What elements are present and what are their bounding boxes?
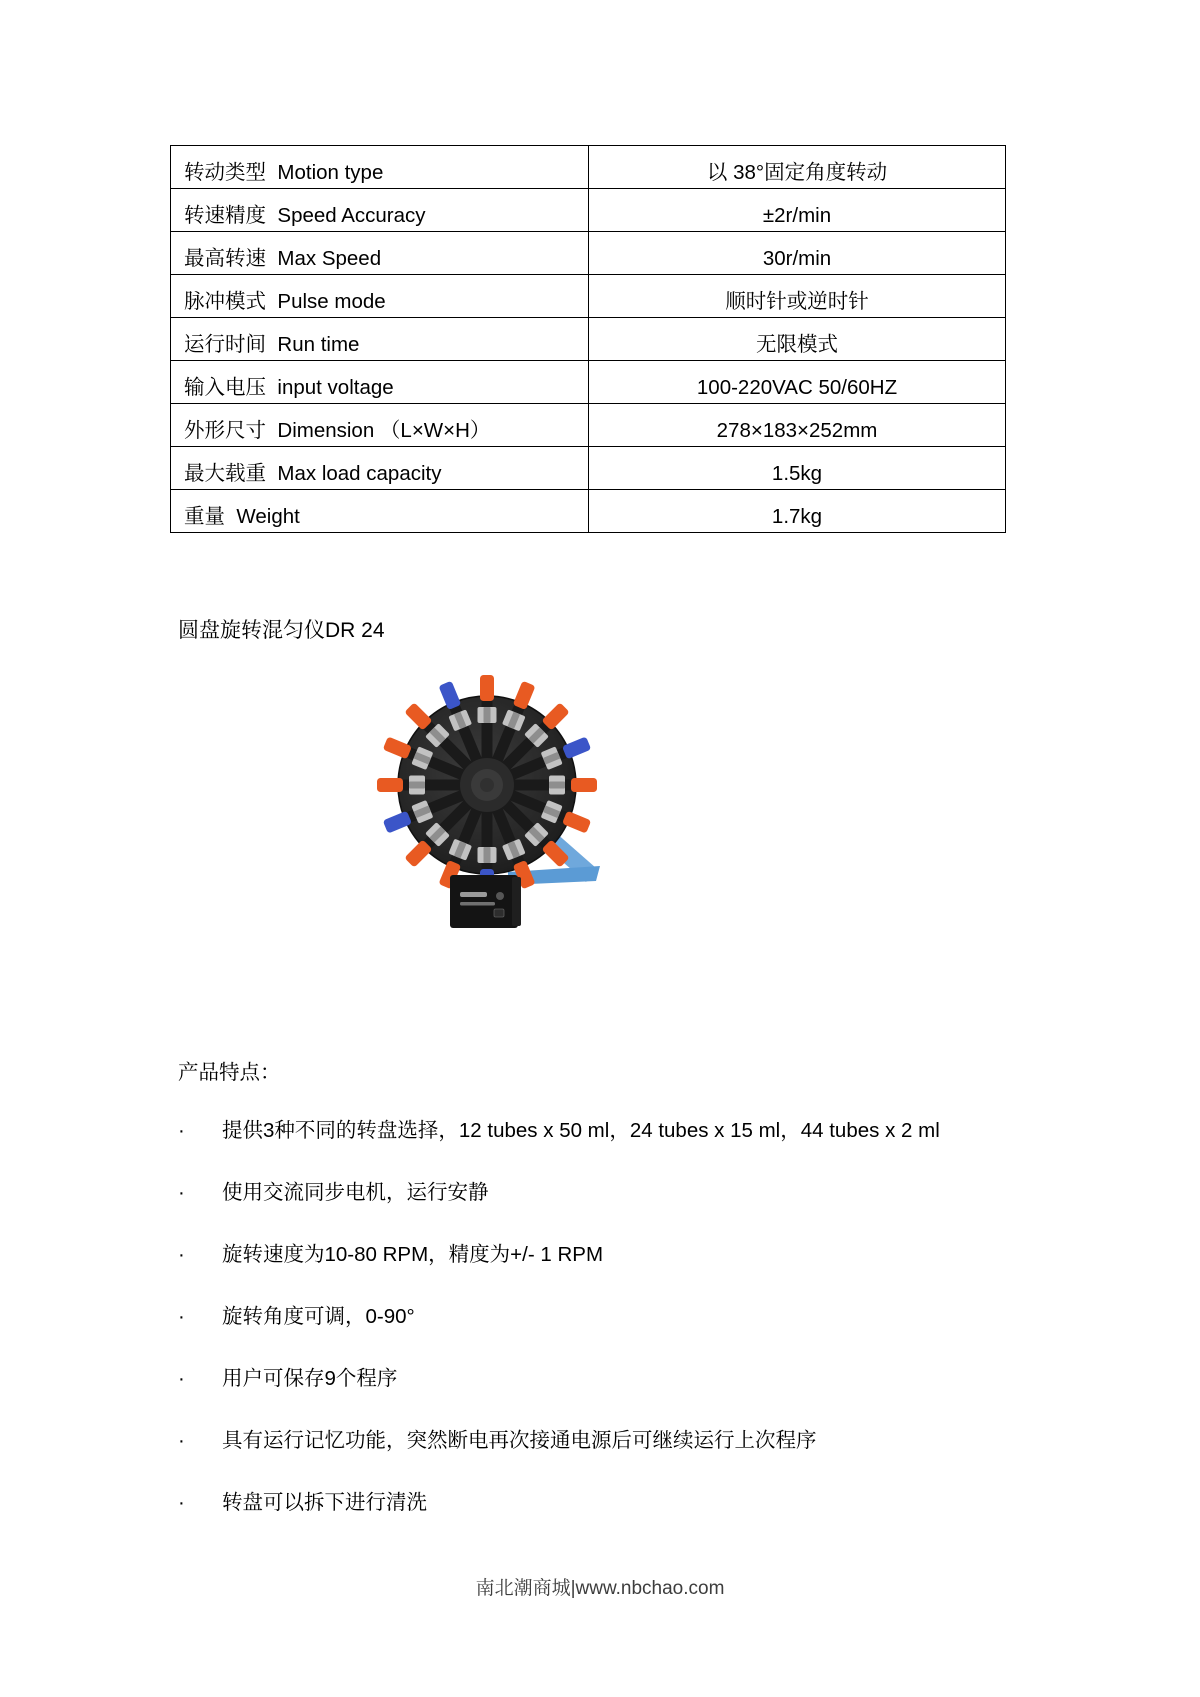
- base-power-switch: [494, 909, 504, 917]
- spec-label-cell: 脉冲模式 Pulse mode: [171, 275, 589, 317]
- spec-value-cell: 1.7kg: [771, 505, 823, 529]
- feature-text: 旋转角度可调，0-90°: [222, 1305, 415, 1328]
- spec-value-cell: 以 38°固定角度转动: [706, 161, 888, 185]
- feature-item: [178, 1303, 1058, 1330]
- product-image: [330, 620, 610, 940]
- features-list: [178, 1117, 1058, 1551]
- bullet-dot: ·: [178, 1367, 185, 1390]
- spec-label-cell: 重量 Weight: [171, 490, 589, 532]
- spec-value-cell: 1.5kg: [771, 462, 823, 486]
- spec-label-cell: 最高转速 Max Speed: [171, 232, 589, 274]
- base-label-bar: [460, 902, 495, 906]
- feature-text: 旋转速度为10-80 RPM，精度为+/- 1 RPM: [222, 1243, 604, 1266]
- spec-value-cell: 278×183×252mm: [716, 419, 878, 443]
- bullet-dot: ·: [178, 1181, 185, 1204]
- bullet-dot: ·: [178, 1243, 185, 1266]
- spec-value-cell: ±2r/min: [762, 204, 832, 228]
- bullet-dot: ·: [178, 1491, 185, 1514]
- spec-row: [171, 146, 1005, 189]
- feature-item: [178, 1241, 1058, 1268]
- disk-rotator-photo-svg: [330, 620, 610, 940]
- feature-item: [178, 1179, 1058, 1206]
- spec-label-cell: 转速精度 Speed Accuracy: [171, 189, 589, 231]
- feature-item: [178, 1427, 1058, 1454]
- spec-value-cell: 30r/min: [762, 247, 832, 271]
- feature-item: [178, 1365, 1058, 1392]
- feature-text: 转盘可以拆下进行清洗: [222, 1491, 427, 1514]
- bullet-dot: ·: [178, 1119, 185, 1142]
- spec-row: [171, 318, 1005, 361]
- spec-value-cell: 顺时针或逆时针: [725, 290, 869, 314]
- rotator-base: [450, 875, 521, 928]
- features-heading: 产品特点：: [178, 1061, 281, 1084]
- spec-row: [171, 490, 1005, 532]
- spec-table: [170, 145, 1006, 533]
- bullet-dot: ·: [178, 1305, 185, 1328]
- spec-row: [171, 189, 1005, 232]
- spec-label-cell: 最大载重 Max load capacity: [171, 447, 589, 489]
- feature-text: 用户可保存9个程序: [222, 1367, 398, 1390]
- spec-label-cell: 转动类型 Motion type: [171, 146, 589, 188]
- spec-row: [171, 361, 1005, 404]
- feature-item: [178, 1117, 1058, 1144]
- spec-label-cell: 运行时间 Run time: [171, 318, 589, 360]
- feature-text: 具有运行记忆功能，突然断电再次接通电源后可继续运行上次程序: [222, 1429, 817, 1452]
- rotor-hub: [460, 758, 514, 812]
- spec-row: [171, 404, 1005, 447]
- spec-label-cell: 外形尺寸 Dimension （L×W×H）: [171, 404, 589, 446]
- spec-row: [171, 232, 1005, 275]
- product-heading: 圆盘旋转混匀仪DR 24: [178, 619, 385, 642]
- bullet-dot: ·: [178, 1429, 185, 1452]
- spec-row: [171, 275, 1005, 318]
- base-label-bar: [460, 892, 487, 897]
- spec-value-cell: 无限模式: [756, 333, 838, 357]
- spec-row: [171, 447, 1005, 490]
- spec-value-cell: 100-220VAC 50/60HZ: [696, 376, 898, 400]
- page-footer: 南北潮商城|www.nbchao.com: [475, 1578, 725, 1599]
- feature-text: 提供3种不同的转盘选择，12 tubes x 50 ml，24 tubes x 15 ml，44 tubes x 2 ml: [222, 1119, 940, 1142]
- feature-text: 使用交流同步电机，运行安静: [222, 1181, 489, 1204]
- spec-label-cell: 输入电压 input voltage: [171, 361, 589, 403]
- feature-item: [178, 1489, 1058, 1516]
